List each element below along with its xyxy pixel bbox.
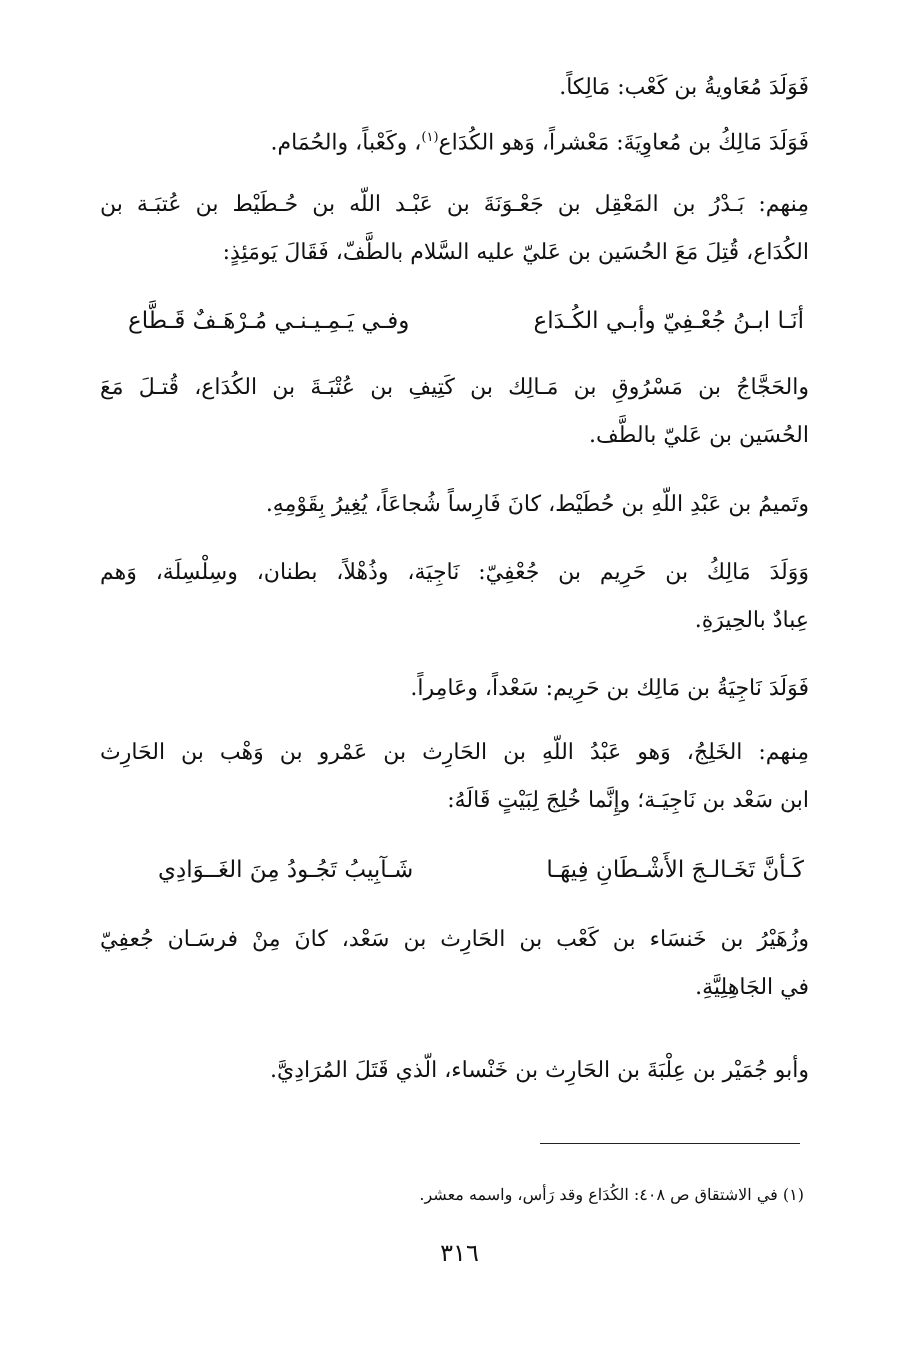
verse-first-hemistich: كَـأنَّ تَخَـالـجَ الأَشْـطَانِ فِيهَـا: [546, 857, 804, 883]
text-line: عِبادٌ بالحِيرَةِ.: [694, 608, 809, 633]
text-line: وأبو جُمَيْر بن عِلْبَةَ بن الحَارِث بن خَنْساء، الّذي قَتَلَ المُرَادِيَّ.: [270, 1058, 809, 1083]
text-line: في الجَاهِلِيَّةِ.: [695, 975, 809, 1000]
verse-second-hemistich: شَـآبِيبُ تَجُـودُ مِنَ الغَــوَادِي: [158, 857, 414, 883]
text-line: والحَجَّاجُ بن مَسْرُوقِ بن مَـالِك بن كَتِيفِ بن عُتْبَـةَ بن الكُدَاع، قُتـلَ مَعَ: [100, 375, 809, 400]
page-number: ٣١٦: [440, 1239, 479, 1267]
verse-first-hemistich: أنَـا ابـنُ جُعْـفِيّ وأبـي الكُـدَاع: [533, 308, 804, 334]
text-fragment: ، وكَعْباً، والحُمَام.: [270, 130, 422, 156]
text-line: وَوَلَدَ مَالِكُ بن حَرِيم بن جُعْفِيّ: نَاجِيَة، وذُهْلاً، بطنان، وسِلْسِلَة، وَهم: [100, 560, 809, 585]
footnote-separator: [540, 1143, 800, 1144]
footnote: (١) في الاشتقاق ص ٤٠٨: الكُدَاع وقد رَأس، واسمه معشر.: [419, 1185, 804, 1204]
text-line: ابن سَعْد بن نَاجِيَـة؛ وإِنَّما خُلِجَ لِبَيْتٍ قَالَهُ:: [447, 788, 809, 813]
footnote-ref: (١): [421, 130, 439, 145]
text-line: مِنهم: بَـدْرُ بن المَعْقِل بن جَعْـوَنَةَ بن عَبْـد اللّه بن حُـطَيْط بن عُتبَـة بن: [100, 192, 809, 217]
text-line: وزُهَيْرُ بن خَنسَاء بن كَعْب بن الحَارِث بن سَعْد، كانَ مِنْ فرسَـان جُعفِيّ: [100, 927, 809, 952]
text-line: [100, 123, 809, 158]
text-line: مِنهم: الخَلِجُ، وَهو عَبْدُ اللّهِ بن الحَارِث بن عَمْرو بن وَهْب بن الحَارِث: [100, 740, 809, 765]
text-line: الكُدَاع، قُتِلَ مَعَ الحُسَين بن عَليّ عليه السَّلام بالطَّفّ، فَقَالَ يَومَئِذٍ:: [222, 240, 809, 265]
verse-second-hemistich: وفـي يَـمِـيـنـي مُـرْهَـفٌ قَـطَّاع: [128, 308, 410, 334]
text-line: فَوَلَدَ مُعَاويةُ بن كَعْب: مَالِكاً.: [559, 75, 809, 100]
text-line: الحُسَين بن عَليّ بالطَّف.: [589, 423, 809, 448]
text-line: فَوَلَدَ نَاجِيَةُ بن مَالِك بن حَرِيم: سَعْداً، وعَامِراً.: [410, 676, 809, 701]
text-line: وتَميمُ بن عَبْدِ اللّهِ بن حُطَيْط، كانَ فَارِساً شُجاعَاً، يُغِيرُ بِقَوْمِهِ.: [265, 492, 809, 517]
text-fragment: فَوَلَدَ مَالِكُ بن مُعاوِيَةَ: مَعْشراً، وَهو الكُدَاع: [438, 130, 809, 156]
